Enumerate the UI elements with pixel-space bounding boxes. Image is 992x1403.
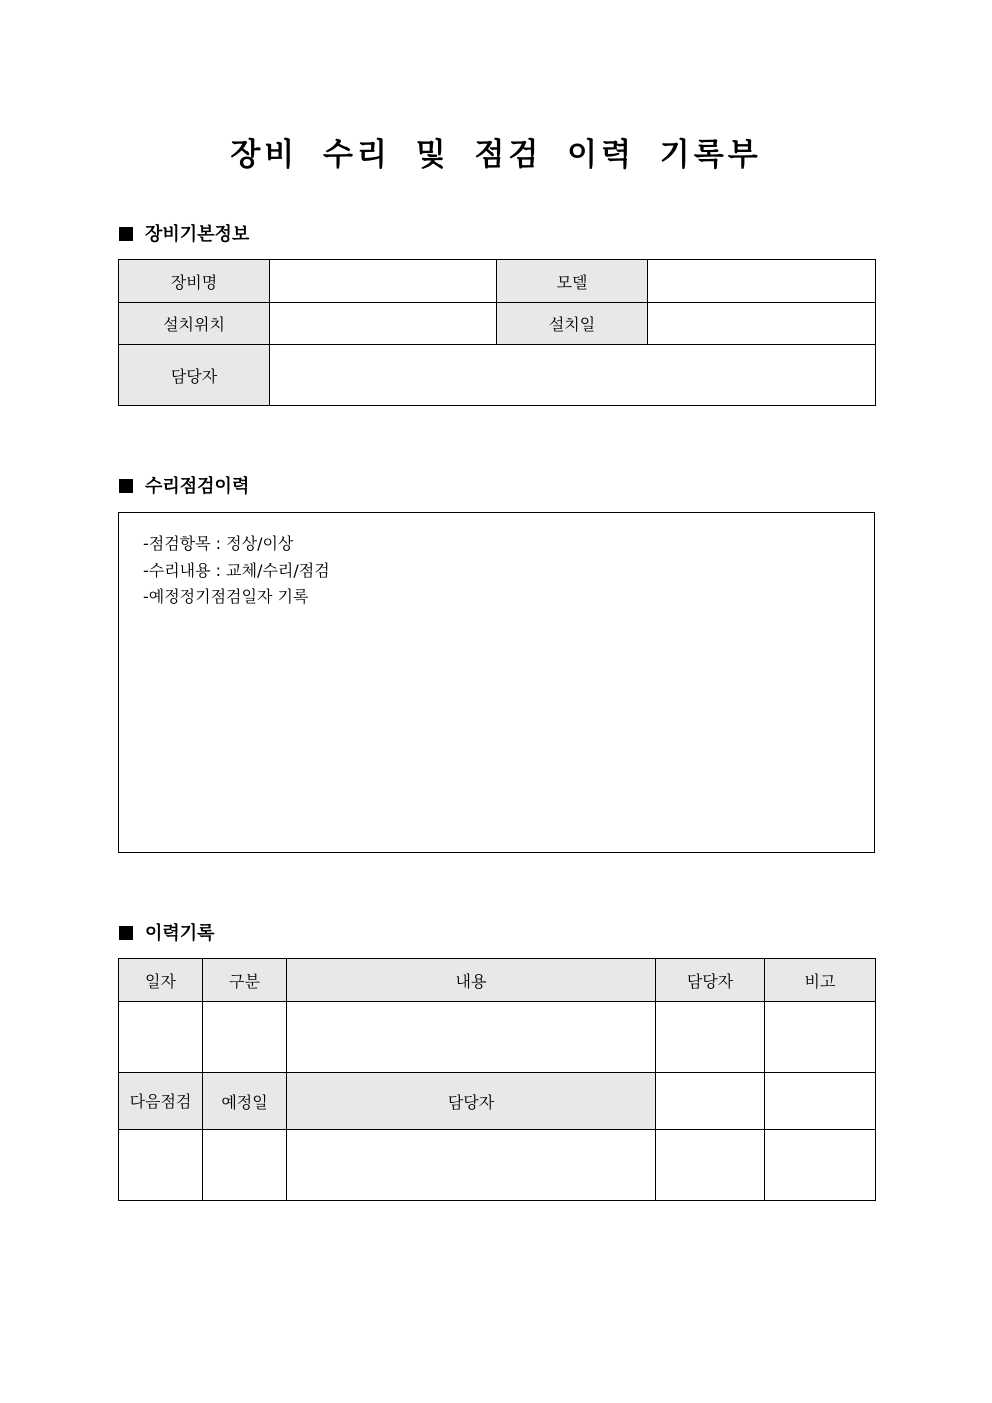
square-bullet-icon bbox=[119, 926, 133, 940]
manager-field[interactable] bbox=[270, 345, 876, 406]
record-category-cell[interactable] bbox=[203, 1002, 287, 1073]
record-content-cell[interactable] bbox=[287, 1130, 656, 1201]
note-line-scheduled-inspection: -예정정기점검일자 기록 bbox=[143, 587, 309, 606]
install-location-label: 설치위치 bbox=[119, 303, 270, 345]
repair-history-box[interactable] bbox=[118, 512, 875, 853]
column-header-remarks: 비고 bbox=[765, 959, 876, 1002]
record-date-cell[interactable] bbox=[119, 1130, 203, 1201]
section-heading-label: 수리점검이력 bbox=[145, 476, 250, 497]
record-remarks-cell[interactable] bbox=[765, 1130, 876, 1201]
install-date-field[interactable] bbox=[648, 303, 876, 345]
column-header-category: 구분 bbox=[203, 959, 287, 1002]
basic-info-table bbox=[118, 259, 876, 406]
equipment-name-label: 장비명 bbox=[119, 260, 270, 303]
repair-history-notes bbox=[143, 531, 330, 611]
model-label: 모델 bbox=[497, 260, 648, 303]
record-manager-cell[interactable] bbox=[656, 1002, 765, 1073]
record-manager-cell[interactable] bbox=[656, 1130, 765, 1201]
scheduled-date-label: 예정일 bbox=[203, 1073, 287, 1130]
records-table bbox=[118, 958, 876, 1201]
section-heading-repair-history bbox=[119, 475, 249, 499]
note-line-repair-content: -수리내용 : 교체/수리/점검 bbox=[143, 560, 330, 580]
next-inspection-row bbox=[119, 1073, 876, 1130]
section-heading-records bbox=[119, 922, 215, 946]
column-header-manager: 담당자 bbox=[656, 959, 765, 1002]
record-date-cell[interactable] bbox=[119, 1002, 203, 1073]
table-header-row bbox=[119, 959, 876, 1002]
next-inspection-remarks-field[interactable] bbox=[765, 1073, 876, 1130]
table-row bbox=[119, 1130, 876, 1201]
table-row bbox=[119, 1002, 876, 1073]
section-heading-label: 이력기록 bbox=[145, 923, 215, 944]
section-heading-label: 장비기본정보 bbox=[145, 224, 250, 245]
record-remarks-cell[interactable] bbox=[765, 1002, 876, 1073]
record-category-cell[interactable] bbox=[203, 1130, 287, 1201]
table-row bbox=[119, 260, 876, 303]
next-inspection-label: 다음점검 bbox=[119, 1073, 203, 1130]
section-heading-basic-info bbox=[119, 223, 249, 247]
column-header-date: 일자 bbox=[119, 959, 203, 1002]
next-inspection-manager-label: 담당자 bbox=[287, 1073, 656, 1130]
note-line-inspection-items: -점검항목 : 정상/이상 bbox=[143, 534, 294, 553]
equipment-name-field[interactable] bbox=[270, 260, 497, 303]
next-inspection-manager-field[interactable] bbox=[656, 1073, 765, 1130]
document-title: 장비 수리 및 점검 이력 기록부 bbox=[230, 137, 762, 173]
manager-label: 담당자 bbox=[119, 345, 270, 406]
model-field[interactable] bbox=[648, 260, 876, 303]
install-date-label: 설치일 bbox=[497, 303, 648, 345]
record-content-cell[interactable] bbox=[287, 1002, 656, 1073]
square-bullet-icon bbox=[119, 479, 133, 493]
column-header-content: 내용 bbox=[287, 959, 656, 1002]
table-row bbox=[119, 345, 876, 406]
install-location-field[interactable] bbox=[270, 303, 497, 345]
square-bullet-icon bbox=[119, 227, 133, 241]
table-row bbox=[119, 303, 876, 345]
